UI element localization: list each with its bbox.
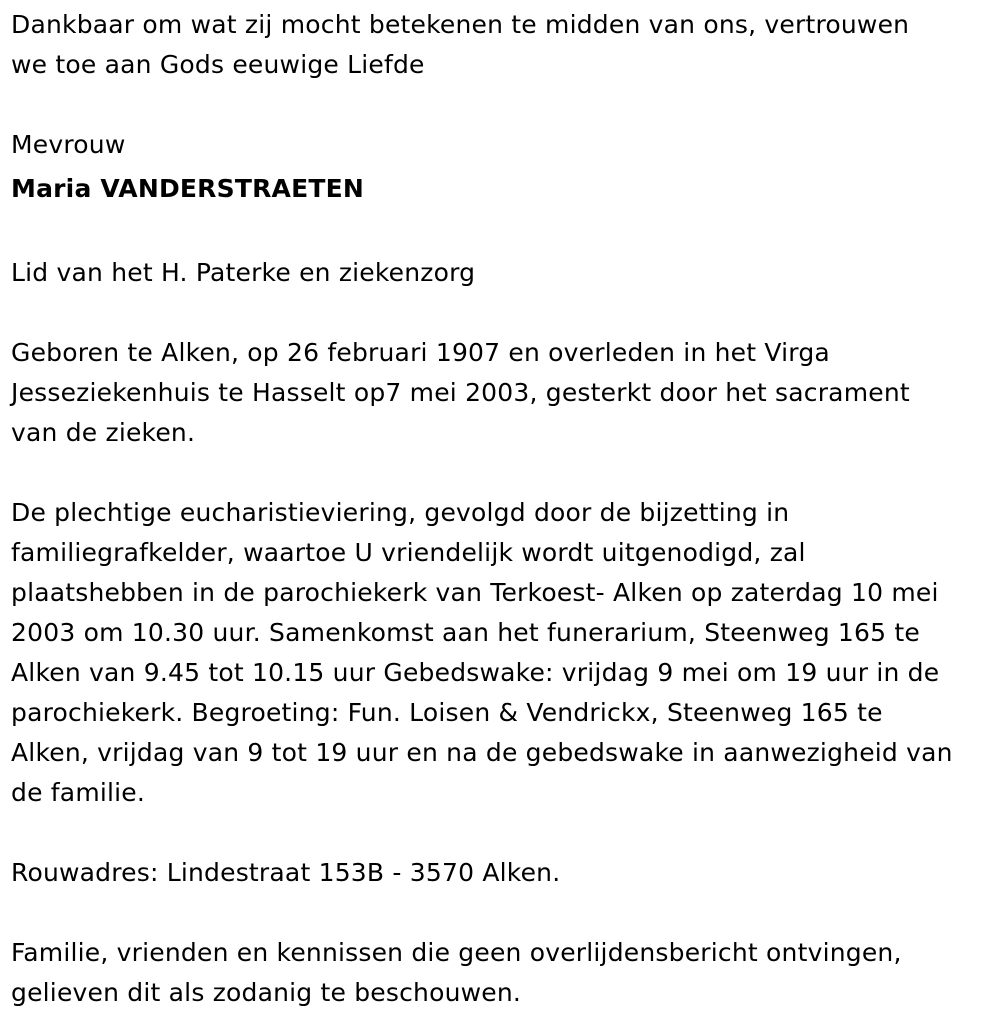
ceremony-paragraph	[11, 493, 988, 813]
text-line: Geboren te Alken, op 26 februari 1907 en overleden in het Virga	[11, 338, 830, 367]
text-line: familiegrafkelder, waartoe U vriendelijk wordt uitgenodigd, zal	[11, 538, 806, 567]
text-line: parochiekerk. Begroeting: Fun. Loisen & Vendrickx, Steenweg 165 te	[11, 698, 883, 727]
text-line: gelieven dit als zodanig te beschouwen.	[11, 978, 522, 1007]
text-line: de familie.	[11, 778, 146, 807]
text-line: De plechtige eucharistieviering, gevolgd door de bijzetting in	[11, 498, 790, 527]
text-line: Rouwadres: Lindestraat 153B - 3570 Alken.	[11, 858, 561, 887]
salutation: Mevrouw	[11, 130, 126, 159]
deceased-name-block	[11, 125, 988, 213]
opening-paragraph	[11, 5, 988, 85]
text-line: we toe aan Gods eeuwige Liefde	[11, 50, 425, 79]
closing-paragraph	[11, 933, 988, 1013]
text-line: plaatshebben in de parochiekerk van Terkoest- Alken op zaterdag 10 mei	[11, 578, 939, 607]
text-line: Alken, vrijdag van 9 tot 19 uur en na de gebedswake in aanwezigheid van	[11, 738, 953, 767]
text-line: Alken van 9.45 tot 10.15 uur Gebedswake: vrijdag 9 mei om 19 uur in de	[11, 658, 940, 687]
text-line: van de zieken.	[11, 418, 196, 447]
text-line: Familie, vrienden en kennissen die geen overlijdensbericht ontvingen,	[11, 938, 902, 967]
text-line: Lid van het H. Paterke en ziekenzorg	[11, 258, 476, 287]
deceased-name: Maria VANDERSTRAETEN	[11, 174, 365, 203]
text-line: 2003 om 10.30 uur. Samenkomst aan het funerarium, Steenweg 165 te	[11, 618, 920, 647]
text-line: Jesseziekenhuis te Hasselt op7 mei 2003, gesterkt door het sacrament	[11, 378, 910, 407]
birth-death-paragraph	[11, 333, 988, 453]
text-line: Dankbaar om wat zij mocht betekenen te midden van ons, vertrouwen	[11, 10, 910, 39]
membership-paragraph	[11, 253, 988, 293]
address-paragraph	[11, 853, 988, 893]
